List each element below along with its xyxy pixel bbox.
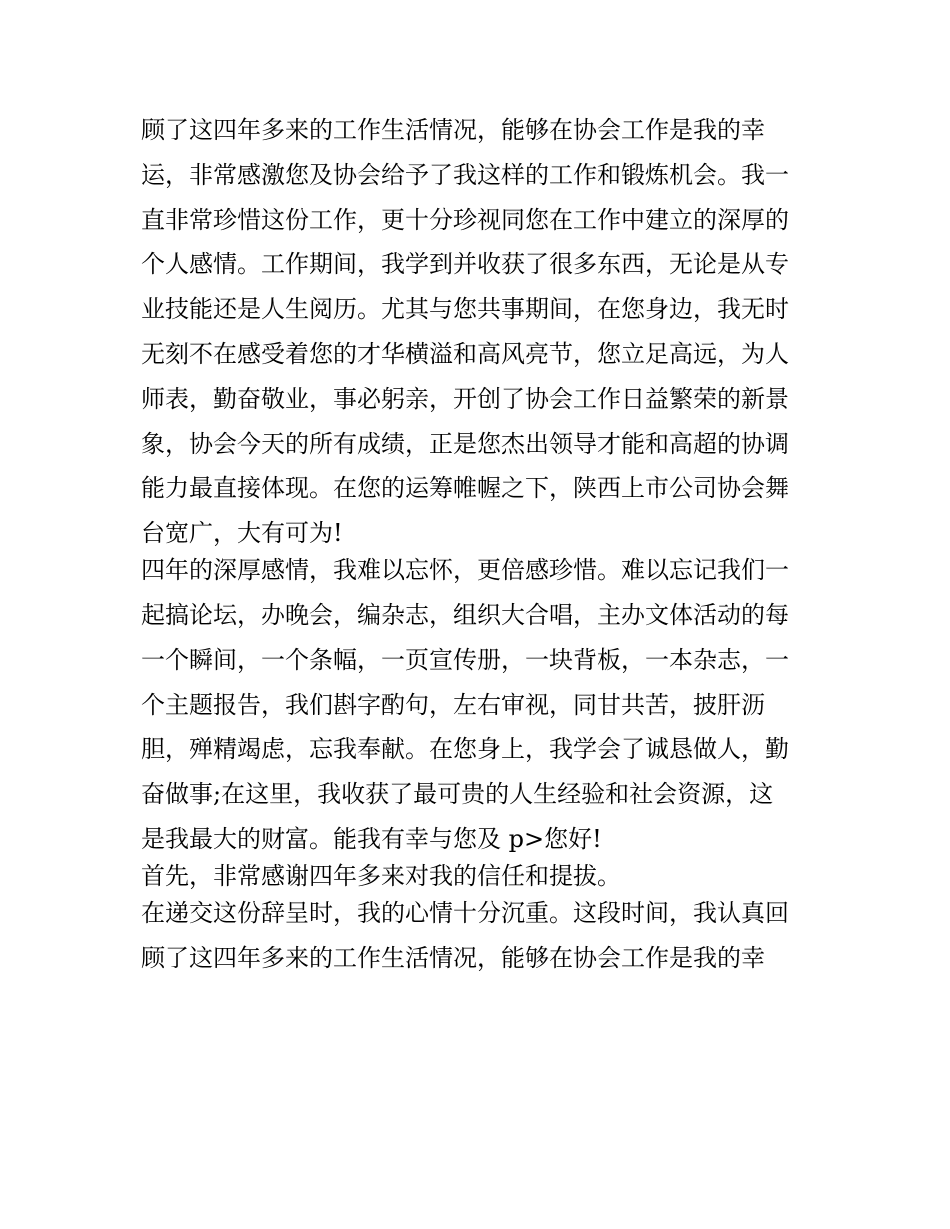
text-line: 顾了这四年多来的工作生活情况，能够在协会工作是我的幸 xyxy=(141,116,765,144)
text-line: 个主题报告，我们斟字酌句，左右审视，同甘共苦，披肝沥 xyxy=(141,690,765,719)
text-line: 一个瞬间，一个条幅，一页宣传册，一块背板，一本杂志，一 xyxy=(141,645,789,674)
text-line: 个人感情。工作期间，我学到并收获了很多东西，无论是从专 xyxy=(141,250,789,279)
text-line: 是我最大的财富。能我有幸与您及 p>您好! xyxy=(141,824,602,853)
text-line: 首先，非常感谢四年多来对我的信任和提拔。 xyxy=(141,861,621,890)
text-line: 顾了这四年多来的工作生活情况，能够在协会工作是我的幸 xyxy=(141,943,765,972)
text-line: 象，协会今天的所有成绩，正是您杰出领导才能和高超的协调 xyxy=(141,429,789,458)
text-line: 四年的深厚感情，我难以忘怀，更倍感珍惜。难以忘记我们一 xyxy=(141,556,789,585)
text-line: 胆，殚精竭虑，忘我奉献。在您身上，我学会了诚恳做人，勤 xyxy=(141,735,789,764)
text-line: 业技能还是人生阅历。尤其与您共事期间，在您身边，我无时 xyxy=(141,295,789,324)
text-line: 台宽广，大有可为! xyxy=(141,519,343,548)
paragraph xyxy=(141,108,813,548)
text-line: 能力最直接体现。在您的运筹帷幄之下，陕西上市公司协会舞 xyxy=(141,474,789,503)
text-line: 直非常珍惜这份工作，更十分珍视同您在工作中建立的深厚的 xyxy=(141,205,789,234)
text-line: 无刻不在感受着您的才华横溢和高风亮节，您立足高远，为人 xyxy=(141,339,789,368)
text-line: 奋做事;在这里，我收获了最可贵的人生经验和社会资源，这 xyxy=(141,780,774,809)
text-line: 运，非常感激您及协会给予了我这样的工作和锻炼机会。我一 xyxy=(141,160,789,189)
text-line: 起搞论坛，办晚会，编杂志，组织大合唱，主办文体活动的每 xyxy=(141,600,789,629)
document-body xyxy=(141,108,813,981)
text-line: 在递交这份辞呈时，我的心情十分沉重。这段时间，我认真回 xyxy=(141,898,789,927)
paragraph xyxy=(141,854,813,891)
paragraph xyxy=(141,548,813,854)
paragraph xyxy=(141,891,813,981)
text-line: 师表，勤奋敬业，事必躬亲，开创了协会工作日益繁荣的新景 xyxy=(141,384,789,413)
